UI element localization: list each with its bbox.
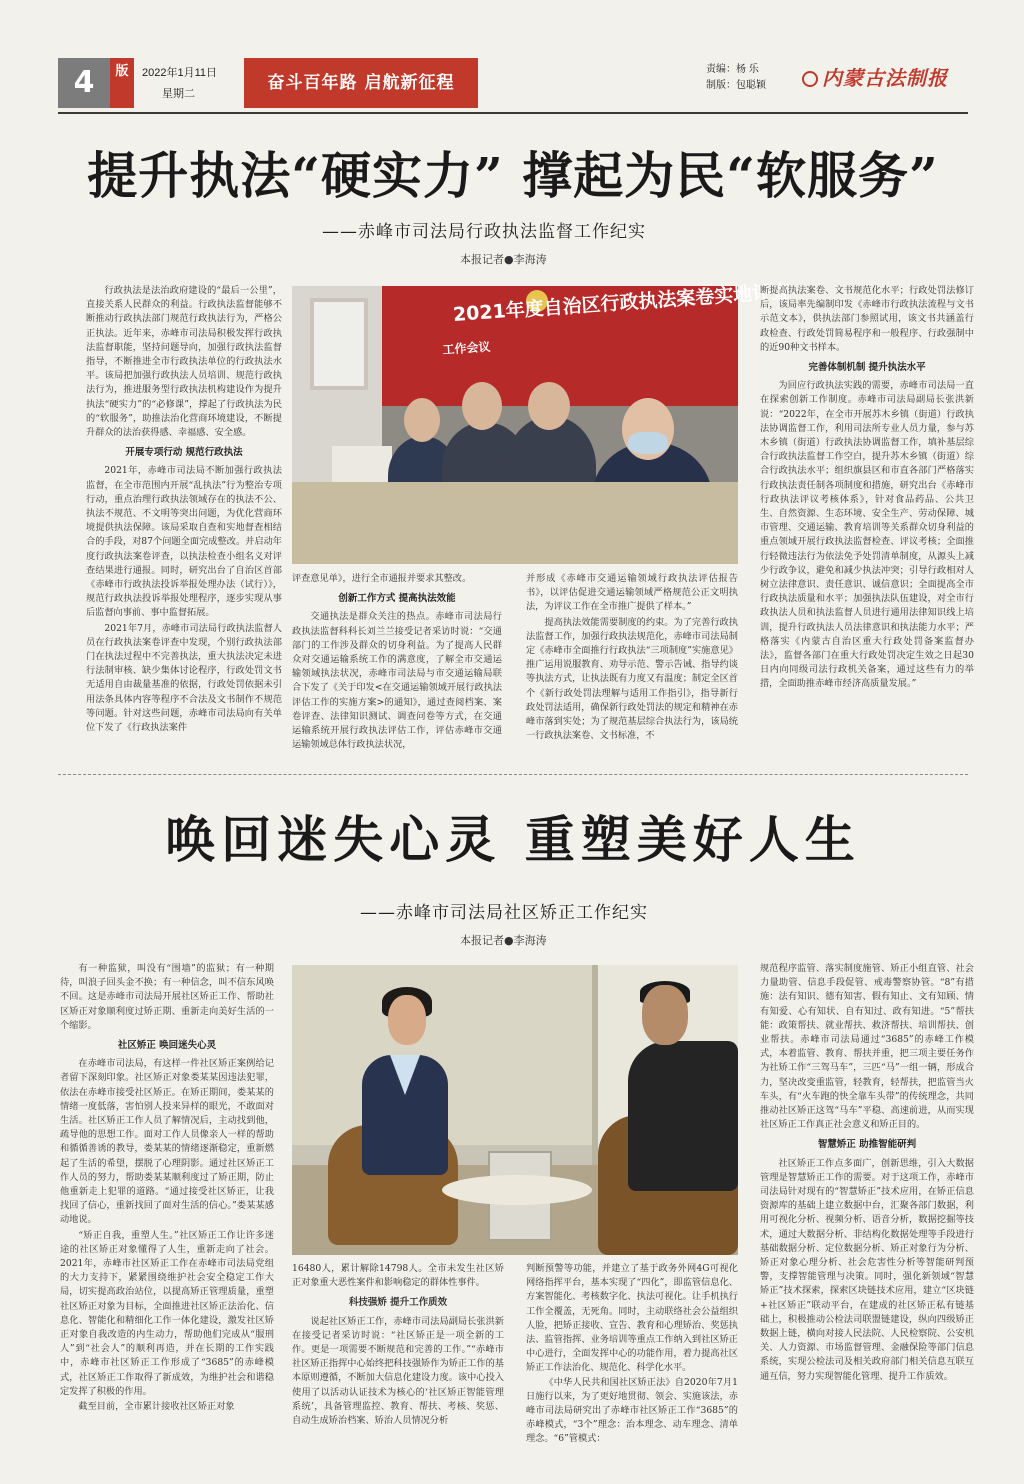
interviewee bbox=[628, 1041, 738, 1191]
article1-col3-p2: 提高执法效能需要制度的约束。为了完善行政执法监督工作，加强行政执法规范化，赤峰市司法局制定《赤峰市全面推行行政执法“三项制度”实施意见》推广运用说服教育、劝导示范、警示告诫、指导约谈等执法方式，让执法既有力度又有温度；制定全区首个《新行政处罚法理解与适用工作指引》，指导新行政处罚法适用，确保新行政处罚法的规定和精神在赤峰市落到实处；为了规范基层综合执法行为，该局统一行政执法案卷、文书标准，不 bbox=[526, 616, 738, 742]
article2-column-3 bbox=[526, 1262, 738, 1484]
correction-interview-photo bbox=[292, 965, 738, 1255]
article2-byline: 本报记者●李海涛 bbox=[460, 934, 547, 947]
attendee-head bbox=[404, 398, 440, 442]
attendee-head bbox=[462, 382, 502, 430]
masthead bbox=[58, 58, 968, 108]
editor-credits bbox=[706, 62, 766, 94]
article2-section2-p1: 说起社区矫正工作，赤峰市司法局副局长张洪新在接受记者采访时说：“社区矫正是一项全新的工作。更是一项需要不断规范和完善的工作。”“赤峰市社区矫正指挥中心始终把科技强矫作为矫正工作的基本原则遵循，不断加大信息化建设力度。该中心投入使用了以活动认证技术为核心的‘社区矫正智能管理系统’，具备管理监控、教育、帮扶、考核、奖惩、自动生成矫治档案、矫治人员情况分析 bbox=[292, 1315, 504, 1427]
masthead-rule bbox=[58, 112, 968, 114]
article2-column-2 bbox=[292, 1262, 504, 1484]
article2-col3-p1: 判断预警等功能，并建立了基于政务外网4G可视化网络指挥平台，基本实现了“四化”，即监管信息化、方案智能化、考核数字化、执法可视化。让手机执行工作全覆盖，无死角。同时，主动联络社会公益组织人脸，把矫正接收、宣告、教育和心理矫治、奖惩执法、监管指挥、业务培训等重点工作纳入到社区矫正中心进行，全面发挥中心的功能作用，着力提高社区矫正工作法治化、规范化、科学化水平。 bbox=[526, 1263, 738, 1374]
newspaper-logo bbox=[802, 62, 948, 91]
article2-section1-p1: 在赤峰市司法局，有这样一件社区矫正案例给记者留下深刻印象。社区矫正对象娄某某因违法犯罪，依法在赤峰市接受社区矫正。在矫正期间，娄某某的情绪一度低落，害怕别人投来异样的眼光，不敢面对生活。社区矫正工作人员了解情况后，主动找到他，疏导他的思想工作。面对工作人员像亲人一样的帮助和循循善诱的教导，娄某某的情绪逐渐稳定，重新燃起了生活的希望，摆脱了心理阴影。通过社区矫正工作人员的努力，帮助娄某某顺利度过了矫正期，防止他重新走上犯罪的道路。“通过接受社区矫正，让我找回了信心，重新找回了面对生活的信心。”娄某某感动地说。 bbox=[60, 1058, 274, 1226]
article1-section3-p1: 为回应行政执法实践的需要，赤峰市司法局一直在探索创新工作制度。赤峰市司法局副局长张洪新说：“2022年，在全市开展苏木乡镇（街道）行政执法协调监督工作，利用司法所专业人员力量，参与苏木乡镇（街道）行政执法协调监督工作，填补基层综合行政执法监督工作空白，提升苏木乡镇（街道）综合行政执法水平；组织旗县区和市直各部门严格落实行政执法责任制各项制度和措施，研究出台《赤峰市行政执法评议考核体系》，针对食品药品、公共卫生、自然资源、生态环境、安全生产、劳动保障、城市管理、交通运输、教育培训等关系群众切身利益的重点领域开展行政执法监督检查、评议考核；全面推行轻微违法行为依法免予处罚清单制度，从源头上减少行政争议，避免和减少执法冲突；引导行政相对人树立法律意识、责任意识、诚信意识；全面提高全市行政执法质量和水平；加强执法队伍建设，对全市行政执法人员和执法监督人员进行通用法律知识线上培训，提升行政执法人员法律意识和执法能力水平；严格落实《内蒙古自治区重大行政处罚备案监督办法》，监督各部门在重大行政处罚决定生效之日起30日内向同级司法行政机关备案，通过这些有力的举措，全面助推赤峰市经济高质量发展。” bbox=[760, 380, 974, 690]
article2-section2-title: 科技强矫 提升工作质效 bbox=[348, 1297, 448, 1309]
article2-col3-p2: 《中华人民共和国社区矫正法》自2020年7月1日施行以来，为了更好地贯彻、领会、实施该法，赤峰市司法局研究出了赤峰市社区矫正工作“3685”的赤峰模式，“3个”理念：治本理念、动车理念、清单理念。“6”管模式： bbox=[526, 1376, 738, 1445]
photo-window bbox=[310, 298, 368, 390]
article2-intro: 有一种监狱，叫没有“围墙”的监狱；有一种期待，叫浪子回头金不换；有一种信念，叫不信东风唤不回。这是赤峰市司法局开展社区矫正工作、帮助社区矫正对象顺利度过矫正期、重新走向美好生活的一个缩影。 bbox=[60, 963, 274, 1031]
interviewee-head bbox=[642, 985, 688, 1045]
article1-byline: 本报记者●李海涛 bbox=[460, 253, 547, 266]
article1-col2-continuation: 评查意见单》，进行全市通报并要求其整改。 bbox=[292, 573, 472, 584]
article1-section3-title: 完善体制机制 提升执法水平 bbox=[808, 362, 926, 374]
article1-section2-title: 创新工作方式 提高执法效能 bbox=[338, 593, 456, 605]
article1-headline: 提升执法“硬实力” 撑起为民“软服务” bbox=[87, 146, 939, 205]
article1-section1-p1: 2021年，赤峰市司法局不断加强行政执法监督，在全市范围内开展“乱执法”行为整治专项行动，重点治理行政执法领域存在的执法不公、执法不规范、不文明等突出问题，为优化营商环境提供执法保障。该局采取自查和实地督查相结合的手段，对87个问题全面完成整改。并启动年度行政执法案卷评查，以执法检查小组名义对评查结果进行通报。同时，研究出台了自治区首部《赤峰市行政执法投诉举报处理办法（试行）》，规范行政执法投诉举报处理程序，逐步实现从事后监督向事前、事中监督拓展。 bbox=[86, 465, 282, 619]
attendee-head bbox=[528, 382, 570, 430]
article1-section1-p2: 2021年7月，赤峰市司法局行政执法监督人员在行政执法案卷评查中发现，个别行政执法部门在执法过程中不完善执法，重大执法决定未进行法制审核、缺少集体讨论程序，行政处罚文书无适用自由裁量基准的依据，行政处罚依据未引用法条具体内容等程序不合法及文书制作不规范等问题。针对这些问题，赤峰市司法局向有关单位下发了《行政执法案件 bbox=[86, 622, 282, 734]
article2-section3-title: 智慧矫正 助推智能研判 bbox=[817, 1139, 917, 1151]
article1-column-2 bbox=[292, 572, 502, 762]
article-divider bbox=[58, 774, 968, 775]
article2-section1-p3: 截至目前，全市累计接收社区矫正对象 bbox=[78, 1401, 235, 1413]
officer-face bbox=[388, 995, 426, 1045]
article1-subheadline: ——赤峰市司法局行政执法监督工作纪实 bbox=[322, 222, 646, 242]
article1-intro: 行政执法是法治政府建设的“最后一公里”，直接关系人民群众的利益。行政执法监督能够不断推动行政执法部门规范行政执法行为，严格公正执法。近年来，赤峰市司法局积极发挥行政执法监督职能，坚持问题导向，加强行政执法监督指导，不断推进全市行政执法单位的行政执法水平。该局把加强行政执法人员培训、规范行政执法行为，推进服务型行政执法机构建设作为提升执法“硬实力”的“必修课”，撑起了行政执法为民的“软服务”，助推法治化营商环境建设，不断提升群众的法治获得感、幸福感、安全感。 bbox=[86, 285, 282, 439]
article1-col3-p1: 并形成《赤峰市交通运输领域行政执法评估报告书》，以评估促进交通运输领域严格规范公正文明执法，为评议工作在全市推广提供了样本。” bbox=[526, 573, 738, 613]
section-slogan: 奋斗百年路 启航新征程 bbox=[244, 58, 478, 108]
article2-column-1 bbox=[60, 962, 274, 1484]
article2-column-4 bbox=[760, 962, 974, 1484]
article2-headline: 唤回迷失心灵 重塑美好人生 bbox=[165, 810, 861, 869]
article1-column-3 bbox=[526, 572, 738, 762]
article2-col2-p1: 16480人，累计解除14798人。全市未发生社区矫正对象重大恶性案件和影响稳定的群体性事件。 bbox=[292, 1263, 504, 1289]
article2-section3-p1: 社区矫正工作点多面广，创新思维，引入大数据管理是智慧矫正工作的需要。对于这项工作，赤峰市司法局针对现有的“智慧矫正”技术应用，在矫正信息资源库的基础上建立数据中台，汇聚各部门数据，利用可视化分析、视频分析、语音分析，数据挖掘等技术，通过大数据分析、非结构化数据处理等手段进行基础数据分析、定位数据分析、矫正对象行为分析、矫正对象心理分析、社会危害性分析等智能研判预警，支撑智能管理与决策。同时，强化新领域“智慧矫正”技术探索，探索区块链技术应用，建立“区块链+社区矫正”联动平台，在建成的社区矫正私有链基础上，积极推动公检法司联盟链建设，纵向四级矫正数据上链，横向对接人民法院、人民检察院、公安机关、人力资源、市场监督管理、金融保险等部门信息系统，实现公检法司及相关政府部门相关信息互联互通互信，努力实现智能化管理、提升工作质效。 bbox=[760, 1157, 974, 1382]
face-mask bbox=[628, 432, 668, 454]
page-number: 4 bbox=[58, 58, 110, 108]
article1-section2-p1: 交通执法是群众关注的热点。赤峰市司法局行政执法监督科科长刘兰兰接受记者采访时说：“交通部门的工作涉及群众的切身利益。为了提高人民群众对交通运输系统工作的满意度，了解全市交通运输领域执法状况，赤峰市司法局与市交通运输局联合下发了《关于印发<在交通运输领域开展行政执法评估工作的实施方案>的通知》，通过查阅档案、案卷评查、法律知识测试、调查问卷等方式，在交通运输系统开展行政执法评估工作，评估赤峰市交通运输领域总体行政执法状况， bbox=[292, 611, 502, 751]
issue-weekday: 星期二 bbox=[162, 88, 195, 100]
article2-col4-p1: 规范程序监管、落实制度施管、矫正小组直管、社会力量助管、信息手段促管、戒毒警察协管。“8”有措施：法有知识、德有知害、假有知止、文有知顾、情有知爱、心有知状、自有知过、政有知进。“5”帮扶能：政策帮扶、就业帮扶、救济帮扶、培训帮扶、创业帮扶。赤峰市司法局通过“3685”的赤峰工作模式，本着监管、教育、帮扶并重，把三项主要任务作为社矫工作“三驾马车”，三匹“马”一组一辆，形成合力，坚决改变重监管，轻教育，轻帮扶，把监管当火车头，有“火车跑的快全靠车头带”的传统理念，共同推动社区矫正这驾“马车”平稳、高速前进，从而实现社区矫正工作真正社会意义和矫正目的。 bbox=[760, 963, 974, 1131]
producer-name: 制版：包聪颖 bbox=[706, 80, 766, 91]
meeting-table bbox=[292, 482, 738, 564]
banner-title: 2021年度自治区行政执法案卷实地评查 bbox=[452, 280, 791, 326]
article1-col4-p1: 断提高执法案卷、文书规范化水平；行政处罚法修订后，该局率先编制印发《赤峰市行政执法流程与文书示范文本》，供执法部门参照试用，该文书共涵盖行政检查、行政处罚简易程序和一般程序、行政强制中的近90种文书样本。 bbox=[760, 285, 974, 353]
logo-emblem-icon bbox=[802, 71, 818, 87]
article1-column-4 bbox=[760, 284, 974, 758]
article1-column-1 bbox=[86, 284, 282, 758]
banner-subtitle: 工作会议 bbox=[442, 339, 491, 357]
article2-section1-p2: “矫正自我，重塑人生。”社区矫正工作让许多迷途的社区矫正对象懂得了人生，重新走向了社会。2021年，赤峰市社区矫正工作在赤峰市司法局党组的大力支持下，紧紧围绕维护社会安全稳定工作大局，切实提高政治站位，以提高矫正管理质量，重塑社区矫正对象为目标，全面推进社区矫正法治化、信息化、智能化和精细化工作一体化建设，激发社区矫正对象自我改造的内生动力，帮助他们完成从“服刑人”到“社会人”的顺利再造，并在长期的工作实践中，赤峰市社区矫正工作形成了“3685”的赤峰模式，社区矫正工作取得了新成效，为维护社会和谐稳定发挥了积极的作用。 bbox=[60, 1229, 274, 1397]
article1-section1-title: 开展专项行动 规范行政执法 bbox=[125, 447, 243, 459]
meeting-photo bbox=[292, 280, 791, 564]
newspaper-name: 内蒙古法制报 bbox=[822, 66, 948, 90]
issue-date: 2022年1月11日 bbox=[142, 67, 218, 79]
page-label: 版 bbox=[110, 58, 134, 108]
tea-table bbox=[442, 1175, 592, 1205]
editor-name: 责编：杨 乐 bbox=[706, 64, 759, 75]
article2-subheadline: ——赤峰市司法局社区矫正工作纪实 bbox=[360, 903, 648, 923]
article2-section1-title: 社区矫正 唤回迷失心灵 bbox=[117, 1040, 217, 1052]
